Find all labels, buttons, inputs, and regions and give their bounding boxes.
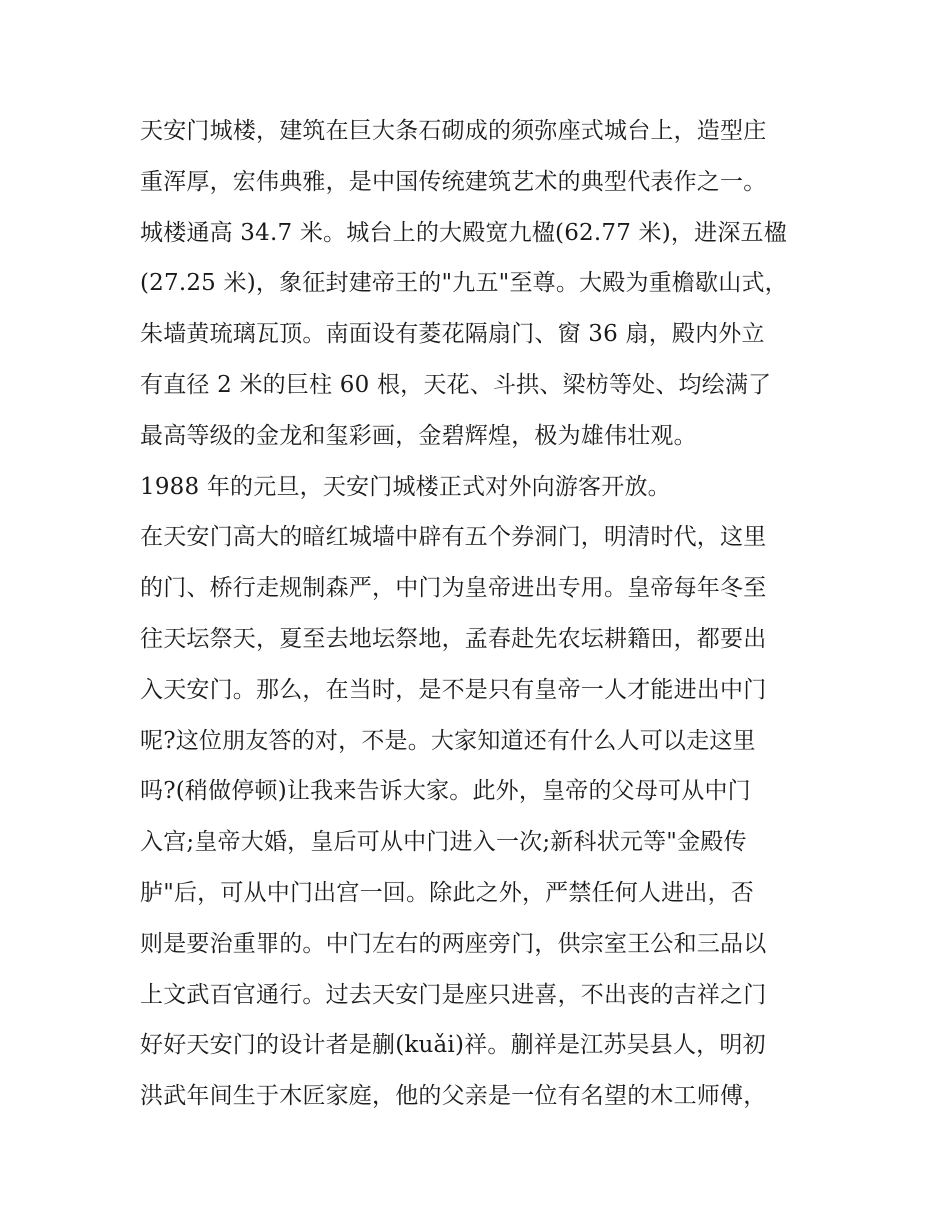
text-line: 朱墙黄琉璃瓦顶。南面设有菱花隔扇门、窗 36 扇，殿内外立 (140, 321, 765, 348)
text-line: 最高等级的金龙和玺彩画，金碧辉煌，极为雄伟壮观。 (140, 422, 697, 449)
text-line: 在天安门高大的暗红城墙中辟有五个券洞门，明清时代，这里 (140, 524, 767, 551)
text-line: 的门、桥行走规制森严，中门为皇帝进出专用。皇帝每年冬至 (140, 575, 767, 602)
text-line: 城楼通高 34.7 米。城台上的大殿宽九楹(62.77 米)，进深五楹 (140, 219, 787, 246)
text-line: 洪武年间生于木匠家庭，他的父亲是一位有名望的木工师傅， (140, 1083, 767, 1110)
document-body (140, 106, 820, 1122)
text-line: 胪"后，可从中门出宫一回。除此之外，严禁任何人进出，否 (140, 879, 754, 906)
text-line: 天安门城楼，建筑在巨大条石砌成的须弥座式城台上，造型庄 (140, 118, 767, 144)
text-line: 呢?这位朋友答的对，不是。大家知道还有什么人可以走这里 (140, 727, 756, 754)
text-line: 往天坛祭天，夏至去地坛祭地，孟春赴先农坛耕籍田，都要出 (140, 625, 767, 652)
text-line: (27.25 米)，象征封建帝王的"九五"至尊。大殿为重檐歇山式， (140, 270, 788, 297)
text-line: 好好天安门的设计者是蒯(kuǎi)祥。蒯祥是江苏吴县人，明初 (140, 1032, 766, 1059)
text-line: 有直径 2 米的巨柱 60 根，天花、斗拱、梁枋等处、均绘满了 (140, 371, 772, 398)
text-line: 入天安门。那么，在当时，是不是只有皇帝一人才能进出中门 (140, 676, 767, 703)
text-line: 1988 年的元旦，天安门城楼正式对外向游客开放。 (140, 473, 671, 500)
text-line: 则是要治重罪的。中门左右的两座旁门，供宗室王公和三品以 (140, 930, 767, 957)
text-line: 入宫;皇帝大婚，皇后可从中门进入一次;新科状元等"金殿传 (140, 829, 747, 856)
text-line: 重浑厚，宏伟典雅，是中国传统建筑艺术的典型代表作之一。 (140, 168, 767, 195)
text-line: 吗?(稍做停顿)让我来告诉大家。此外，皇帝的父母可从中门 (140, 778, 751, 805)
text-line: 上文武百官通行。过去天安门是座只进喜，不出丧的吉祥之门 (140, 981, 767, 1008)
